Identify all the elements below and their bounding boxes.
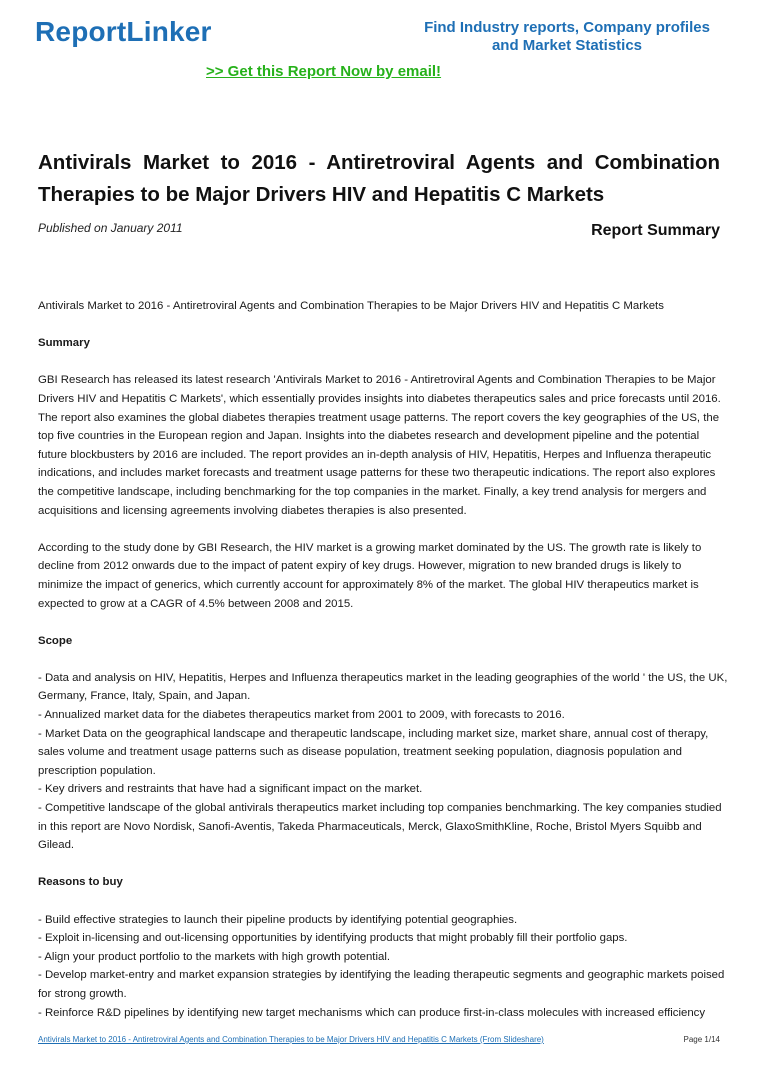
footer-source-link[interactable]: Antivirals Market to 2016 - Antiretroviral Agents and Combination Therapies to be Major Drivers HIV and Hepatitis C Markets (From Slideshare) (38, 1035, 544, 1044)
summary-heading: Summary (38, 337, 90, 350)
get-report-link[interactable]: >> Get this Report Now by email! (206, 63, 442, 80)
scope-item: - Data and analysis on HIV, Hepatitis, Herpes and Influenza therapeutics market in the leading geographies of the world ' the US, the UK, Germany, France, Italy, Spain, and Japan. (38, 671, 728, 703)
reasons-heading: Reasons to buy (38, 876, 123, 889)
reason-item: - Reinforce R&D pipelines by identifying new target mechanisms which can produce first-in-class molecules with increased efficiency (38, 1006, 706, 1019)
tagline-line-2: and Market Statistics (491, 37, 643, 54)
report-summary-heading: Report Summary (591, 222, 720, 239)
report-title: Antivirals Market to 2016 - Antiretroviral Agents and Combination Therapies to be Major Drivers HIV and Hepatitis C Markets (38, 151, 720, 206)
summary-paragraph-1: GBI Research has released its latest research 'Antivirals Market to 2016 - Antiretroviral Agents and Combination Therapies to be Major Drivers HIV and Hepatitis C Markets', which essentially provides insights into diabetes therapeutics sales and price forecasts until 2016. The report also examines the global diabetes therapies treatment usage patterns. The report covers the key geographies of the US, the top five countries in the European region and Japan. Insights into the diabetes research and development pipeline and the potential future blockbusters by 2016 are included. The report provides an in-depth analysis of HIV, Hepatitis, Herpes and Influenza therapeutic indications, and includes market forecasts and treatment usage patterns for these two therapeutic indications. The report also explores the competitive landscape, including benchmarking for the top companies in the market. Finally, a key trend analysis for mergers and acquisitions and licensing agreements involving diabetes therapies is also presented. (38, 374, 721, 517)
scope-item: - Market Data on the geographical landscape and therapeutic landscape, including market size, market share, annual cost of therapy, sales volume and treatment usage patterns such as disease population, treatment seeking population, diagnosis population and prescription population. (38, 727, 709, 777)
tagline-line-1: Find Industry reports, Company profiles (424, 19, 710, 36)
reason-item: - Build effective strategies to launch their pipeline products by identifying potential geographies. (38, 913, 518, 926)
header-tagline (408, 19, 726, 55)
reportlinker-logo[interactable]: ReportLinker (35, 16, 212, 47)
summary-paragraph-2: According to the study done by GBI Research, the HIV market is a growing market dominated by the US. The growth rate is likely to decline from 2012 onwards due to the impact of patent expiry of key drugs. However, migration to new branded drugs is likely to minimize the impact of generics, which currently account for approximately 8% of the market. The global HIV therapeutics market is expected to grow at a CAGR of 4.5% between 2008 and 2015. (38, 541, 702, 610)
page-footer (38, 1035, 720, 1044)
scope-item: - Competitive landscape of the global antivirals therapeutics market including top companies benchmarking. The key companies studied in this report are Novo Nordisk, Sanofi-Aventis, Takeda Pharmaceuticals, Merck, GlaxoSmithKline, Roche, Bristol Myers Squibb and Gilead. (38, 802, 722, 852)
scope-heading: Scope (38, 634, 73, 647)
report-body (38, 297, 728, 1022)
reason-item: - Develop market-entry and market expansion strategies by identifying the leading therapeutic segments and geographic markets poised for strong growth. (38, 969, 725, 1000)
scope-item: - Key drivers and restraints that have had a significant impact on the market. (38, 783, 423, 796)
intro-text: Antivirals Market to 2016 - Antiretroviral Agents and Combination Therapies to be Major Drivers HIV and Hepatitis C Markets (38, 300, 664, 312)
reason-item: - Align your product portfolio to the markets with high growth potential. (38, 950, 391, 963)
published-date: Published on January 2011 (38, 221, 183, 235)
page-number: Page 1/14 (683, 1035, 720, 1044)
scope-item: - Annualized market data for the diabetes therapeutics market from 2001 to 2009, with forecasts to 2016. (38, 709, 565, 722)
reason-item: - Exploit in-licensing and out-licensing opportunities by identifying products that might probably fill their portfolio gaps. (38, 932, 628, 945)
